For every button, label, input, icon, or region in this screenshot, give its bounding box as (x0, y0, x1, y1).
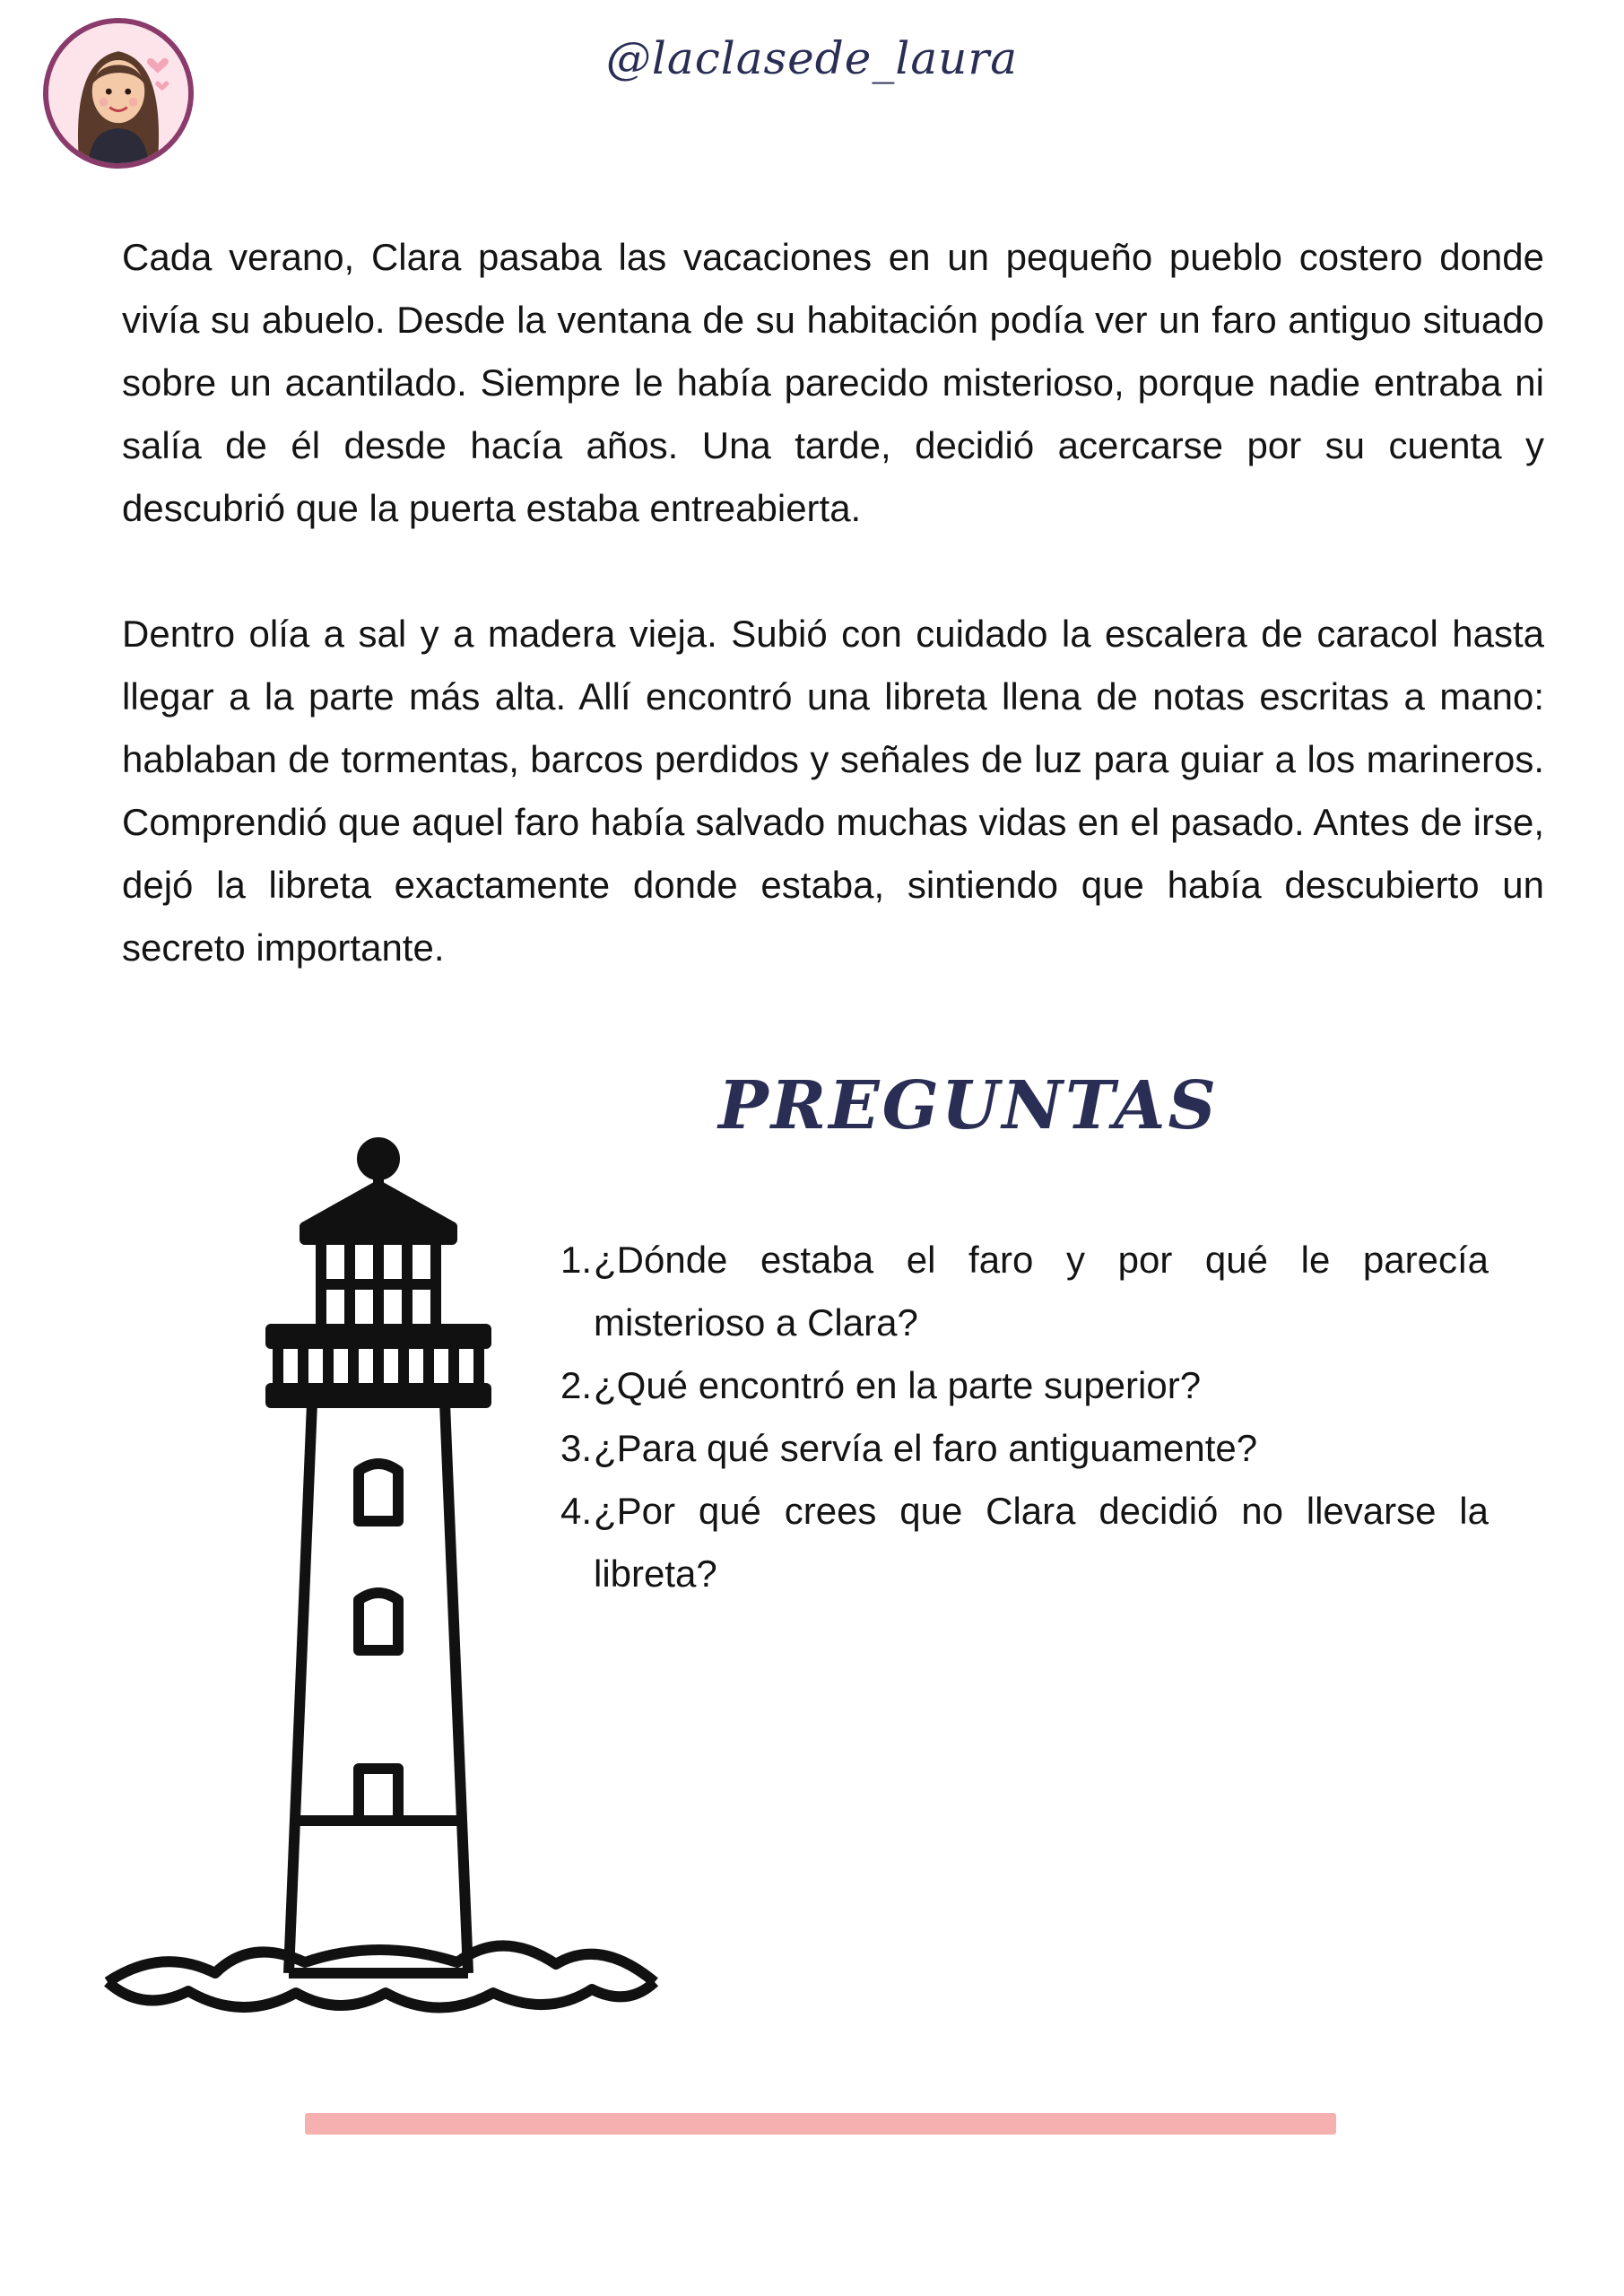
lighthouse-illustration-icon (36, 1130, 699, 2027)
question-text: ¿Por qué crees que Clara decidió no llevarse la libreta? (594, 1490, 1489, 1595)
story-paragraph-2: Dentro olía a sal y a madera vieja. Subió con cuidado la escalera de caracol hasta llegar a la parte más alta. Allí encontró una libreta llena de notas escritas a mano: hablaban de tormentas, barcos perdidos y señales de luz para guiar a los marineros. Comprendió que aquel faro había salvado muchas vidas en el pasado. Antes de irse, dejó la libreta exactamente donde estaba, sintiendo que había descubierto un secreto importante. (122, 613, 1544, 969)
question-text: ¿Dónde estaba el faro y por qué le parecía misterioso a Clara? (594, 1239, 1489, 1344)
story-text (122, 226, 1544, 1042)
question-text: ¿Para qué servía el faro antiguamente? (594, 1427, 1258, 1469)
question-number: 1. (560, 1239, 592, 1281)
questions-title: PREGUNTAS (718, 1067, 1219, 1144)
story-paragraph-1: Cada verano, Clara pasaba las vacaciones en un pequeño pueblo costero donde vivía su abuelo. Desde la ventana de su habitación podía ver un faro antiguo situado sobre un acantilado. Siempre le había parecido misterioso, porque nadie entraba ni salía de él desde hacía años. Una tarde, decidió acercarse por su cuenta y descubrió que la puerta estaba entreabierta. (122, 236, 1544, 529)
author-handle: @laclasede_laura (605, 32, 1019, 84)
question-number: 2. (560, 1364, 592, 1406)
question-text: ¿Qué encontró en la parte superior? (594, 1364, 1202, 1406)
question-number: 4. (560, 1490, 592, 1532)
decorative-divider (305, 2113, 1336, 2135)
question-number: 3. (560, 1427, 592, 1469)
